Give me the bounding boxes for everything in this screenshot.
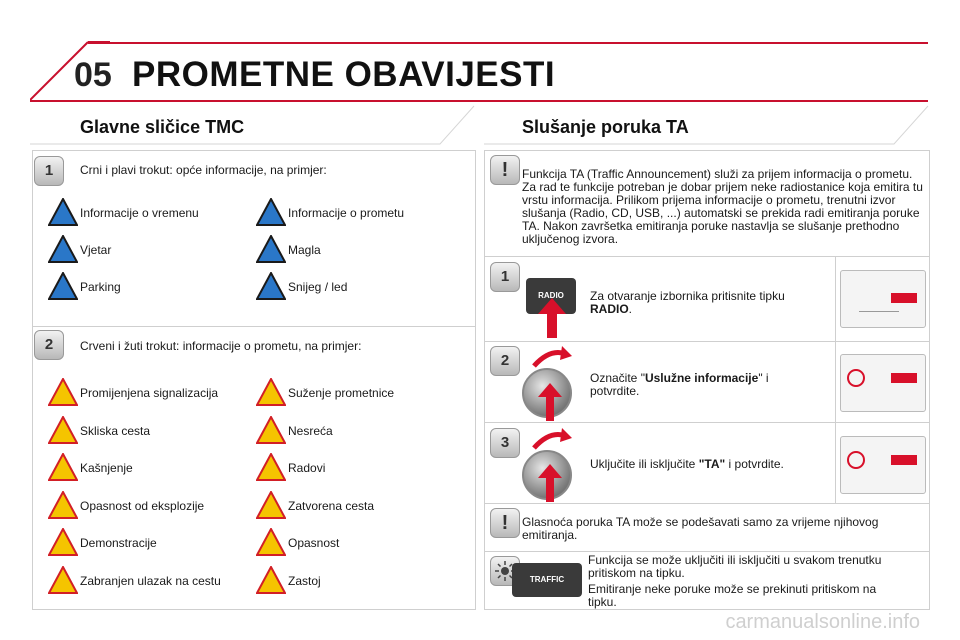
red-sign-icon (256, 566, 286, 594)
volume-note: Glasnoća poruka TA može se podešavati samo za vrijeme njihovog emitiranja. (522, 515, 879, 542)
section-title-frame-right (484, 104, 929, 146)
ta-step-3-badge: 3 (490, 428, 520, 458)
step1-pre: Za otvaranje izbornika pritisnite tipku (590, 289, 785, 303)
red-item-label: Opasnost od eksplozije (80, 498, 205, 513)
ta-step-2-text (590, 372, 820, 398)
thumb-column-divider (835, 257, 836, 503)
red-sign-icon (48, 453, 78, 481)
traffic-text-1: Funkcija se može uključiti ili isključiti u svakom trenutku pritiskom na tipku. (588, 553, 882, 580)
header-bottom-line (30, 100, 928, 102)
red-item-label: Kašnjenje (80, 461, 133, 475)
red-sign-icon (48, 416, 78, 444)
blue-item-label: Informacije o prometu (288, 206, 405, 220)
blue-item-label: Parking (80, 280, 121, 294)
divider-4 (484, 503, 929, 504)
menu-highlight-icon (891, 373, 917, 383)
step2-post: " i potvrdite. (590, 371, 769, 398)
ta-step-1-text (590, 290, 820, 316)
step1-bold: RADIO (590, 302, 629, 316)
divider-5 (484, 551, 929, 552)
red-item-label: Zastoj (288, 573, 321, 588)
traffic-text-2: Emitiranje neke poruke može se prekinuti pritiskom na tipku. (588, 582, 877, 609)
red-sign-icon (48, 528, 78, 556)
step3-bold: "TA" (698, 457, 726, 471)
divider-3 (484, 422, 929, 423)
press-arrow-icon (538, 464, 562, 502)
blue-item-label: Magla (288, 243, 321, 257)
radio-key-icon: RADIO (526, 278, 576, 314)
radio-panel-thumb-1 (840, 270, 926, 328)
blue-sign-icon (256, 272, 286, 300)
blue-item-label: Vjetar (80, 243, 112, 257)
red-sign-icon (48, 566, 78, 594)
menu-highlight-icon (891, 455, 917, 465)
divider-2 (484, 341, 929, 342)
section-title-frame (30, 104, 475, 146)
press-arrow-icon (538, 298, 566, 338)
ta-intro: Funkcija TA (Traffic Announcement) služi za prijem informacija o prometu. Za rad te funkcije potreban je dobar prijem neke radiostanice koja emitira tu vrstu informacija. Prilikom prijema informacije o prometu, trenutni izvor slušanja (Radio, CD, USB, ...) automatski se prekida radi emitiranja poruke TA. Nakon završetka emitiranja poruke nastavlja se slušanje prethodno uključenog izvora. (522, 167, 923, 246)
divider-1 (484, 256, 929, 257)
red-sign-icon (256, 528, 286, 556)
radio-panel-thumb-2 (840, 354, 926, 412)
blue-item-label: Informacije o vremenu (80, 206, 199, 220)
blue-item-label: Snijeg / led (288, 280, 348, 294)
red-item-label: Promijenjena signalizacija (80, 386, 219, 400)
blue-sign-icon (256, 198, 286, 226)
watermark: carmanualsonline.info (725, 611, 920, 633)
red-sign-icon (256, 453, 286, 481)
red-item-label: Demonstracije (80, 536, 157, 550)
chapter-number: 05 (74, 56, 112, 94)
knob-highlight-icon (847, 451, 865, 469)
red-item-label: Zatvorena cesta (288, 498, 375, 513)
red-sign-icon (256, 416, 286, 444)
blue-sign-icon (48, 272, 78, 300)
rotate-arrow-icon (532, 428, 572, 450)
blue-sign-icon (48, 235, 78, 263)
ta-step-2-badge: 2 (490, 346, 520, 376)
traffic-key-icon: TRAFFIC (512, 563, 582, 597)
red-sign-icon (256, 378, 286, 406)
warning-icon: ! (490, 508, 520, 538)
step2-bold: Uslužne informacije (644, 371, 759, 385)
red-item-label: Suženje prometnice (288, 386, 395, 400)
step3-post: i potvrdite. (725, 457, 784, 471)
press-arrow-icon (538, 383, 562, 421)
step1-post: . (628, 302, 633, 316)
ta-step-1-badge: 1 (490, 262, 520, 292)
rotate-arrow-icon (532, 346, 572, 368)
red-sign-icon (48, 378, 78, 406)
red-item-label: Radovi (288, 461, 326, 475)
red-intro: Crveni i žuti trokut: informacije o prometu, na primjer: (80, 339, 362, 353)
section-title-left: Glavne sličice TMC (80, 117, 245, 137)
red-item-label: Opasnost (288, 536, 340, 550)
warning-icon: ! (490, 155, 520, 185)
panel-buttons-icon (859, 311, 899, 320)
radio-highlight-icon (891, 293, 917, 303)
red-sign-icon (256, 491, 286, 519)
blue-intro: Crni i plavi trokut: opće informacije, na primjer: (80, 163, 327, 177)
red-item-label: Skliska cesta (80, 423, 151, 438)
step-badge-1: 1 (34, 156, 64, 186)
knob-highlight-icon (847, 369, 865, 387)
blue-sign-icon (256, 235, 286, 263)
step2-pre: Označite " (590, 371, 645, 385)
blue-sign-icon (48, 198, 78, 226)
red-sign-icon (48, 491, 78, 519)
tmc-divider (32, 326, 475, 327)
section-title-right: Slušanje poruka TA (522, 117, 689, 137)
step3-pre: Uključite ili isključite (590, 457, 699, 471)
step-badge-2: 2 (34, 330, 64, 360)
ta-step-3-text (590, 458, 825, 471)
red-item-label: Nesreća (288, 423, 333, 438)
red-item-label: Zabranjen ulazak na cestu (80, 573, 221, 588)
radio-panel-thumb-3 (840, 436, 926, 494)
page-title: PROMETNE OBAVIJESTI (132, 55, 556, 94)
header-top-line (88, 42, 928, 44)
